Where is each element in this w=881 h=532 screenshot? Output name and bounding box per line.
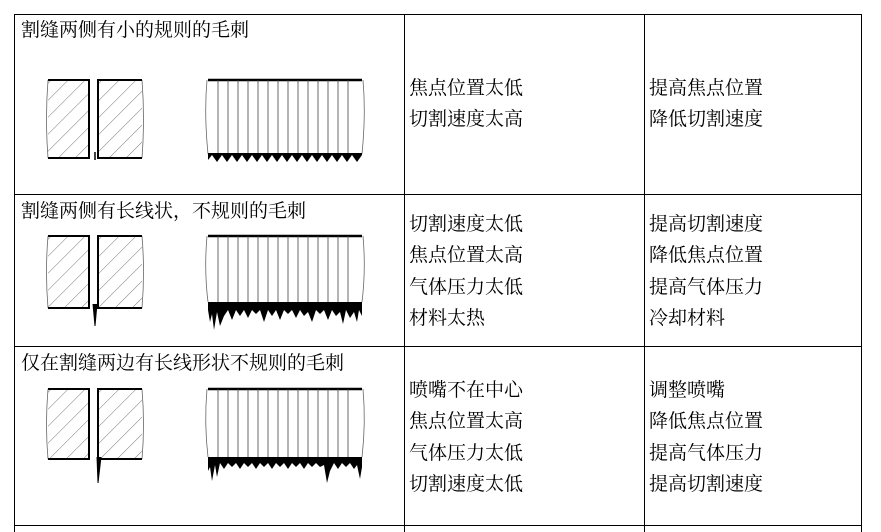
remedy-item: 提高切割速度 (649, 472, 764, 495)
kerf-cross-section-figure (40, 383, 152, 489)
remedy-item: 降低切割速度 (649, 108, 764, 131)
remedies-cell (649, 375, 763, 500)
kerf-side-view-figure (200, 230, 368, 334)
remedy-item: 提高切割速度 (649, 213, 764, 235)
cause-item: 切割速度太高 (409, 108, 524, 131)
remedy-item: 提高气体压力 (649, 275, 764, 298)
kerf-side-view-figure (202, 74, 368, 166)
table-divider-1 (404, 14, 405, 532)
cause-item: 焦点位置太高 (409, 244, 524, 267)
kerf-side-view-figure (200, 383, 368, 491)
row-divider-1 (14, 194, 862, 195)
cause-item: 喷嘴不在中心 (409, 379, 524, 401)
cause-item: 材料太热 (409, 306, 486, 329)
kerf-cross-section-figure (40, 230, 152, 330)
cause-item: 切割速度太低 (409, 213, 524, 235)
remedy-item: 调整喷嘴 (649, 379, 726, 401)
defect-title: 割缝两侧有长线状，不规则的毛刺 (21, 200, 307, 222)
cause-item: 气体压力太低 (409, 441, 524, 464)
cause-item: 气体压力太低 (409, 275, 524, 298)
table-border-left (14, 14, 15, 532)
remedy-item: 冷却材料 (649, 306, 726, 329)
table-border-right (861, 14, 862, 532)
causes-cell (409, 375, 523, 500)
row-divider-3 (14, 525, 862, 526)
remedy-item: 降低焦点位置 (649, 410, 764, 433)
remedies-cell (649, 209, 763, 334)
causes-cell (409, 209, 523, 334)
remedies-cell (649, 73, 763, 136)
remedy-item: 降低焦点位置 (649, 244, 764, 267)
remedy-item: 提高气体压力 (649, 441, 764, 464)
causes-cell (409, 73, 523, 136)
table-border-top (14, 14, 862, 15)
defect-title: 仅在割缝两边有长线形状不规则的毛刺 (21, 352, 345, 374)
row-divider-2 (14, 346, 862, 347)
table-divider-2 (644, 14, 645, 532)
defect-title: 割缝两侧有小的规则的毛刺 (21, 19, 250, 41)
kerf-cross-section-figure (40, 74, 152, 166)
cause-item: 焦点位置太高 (409, 410, 524, 433)
cause-item: 焦点位置太低 (409, 77, 524, 99)
cause-item: 切割速度太低 (409, 472, 524, 495)
remedy-item: 提高焦点位置 (649, 77, 764, 99)
